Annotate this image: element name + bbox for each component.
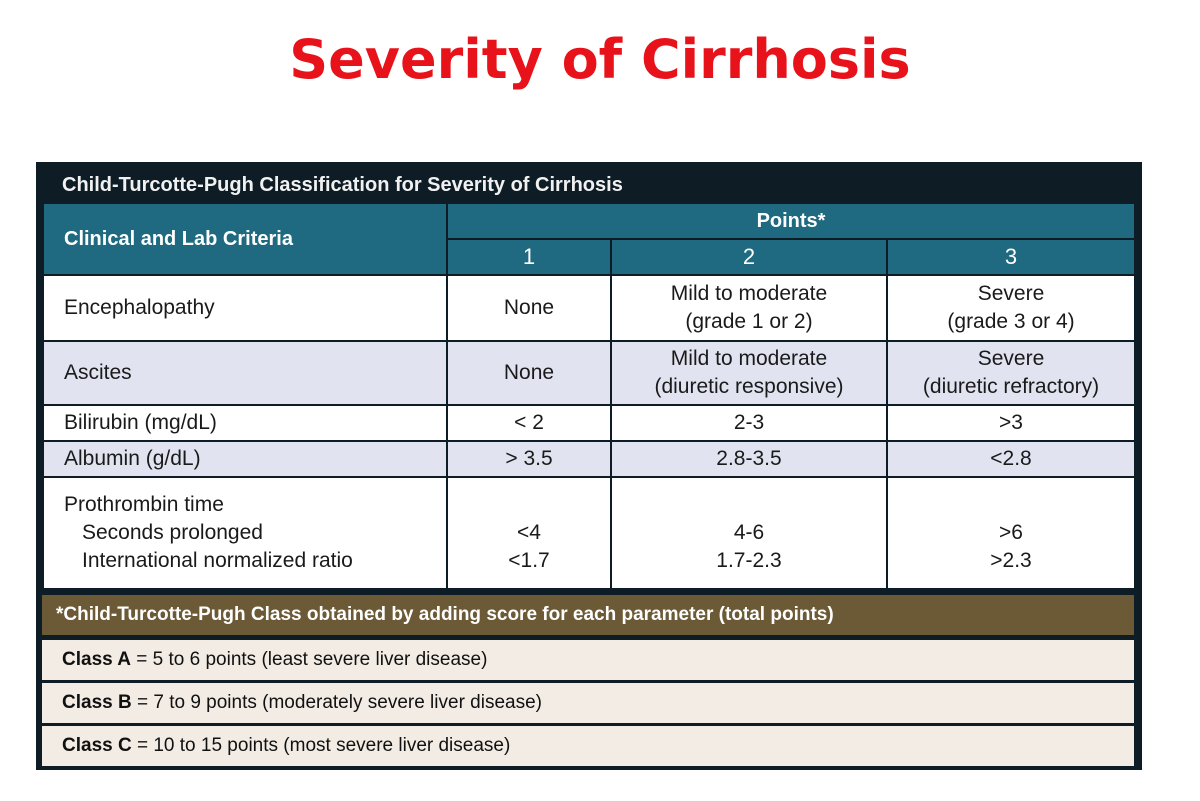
table-row-bilirubin: [43, 405, 1135, 441]
criterion-label: Ascites: [43, 341, 447, 405]
score-cell: 2-3: [611, 405, 887, 441]
header-point-1: 1: [447, 239, 611, 275]
score-cell: <2.8: [887, 441, 1135, 477]
cell-line: 1.7-2.3: [716, 549, 782, 572]
footnote-bar: *Child-Turcotte-Pugh Class obtained by adding score for each parameter (total points): [42, 595, 1134, 635]
table-row-prothrombin: [43, 477, 1135, 589]
score-cell: >3: [887, 405, 1135, 441]
criterion-label: Albumin (g/dL): [43, 441, 447, 477]
header-criteria: Clinical and Lab Criteria: [43, 203, 447, 275]
class-desc: = 5 to 6 points (least severe liver disease): [136, 649, 488, 670]
cell-line: <1.7: [508, 549, 550, 572]
sub-label-seconds: Seconds prolonged: [82, 521, 263, 544]
table-title: Child-Turcotte-Pugh Classification for Severity of Cirrhosis: [62, 174, 623, 196]
class-row-c: [42, 726, 1134, 766]
cell-line: Severe: [977, 347, 1045, 370]
class-name: Class A: [62, 649, 131, 670]
cell-line: (grade 1 or 2): [685, 310, 813, 333]
cell-line: (grade 3 or 4): [947, 310, 1075, 333]
sub-label-inr: International normalized ratio: [82, 549, 353, 572]
ctp-classification-table: [36, 162, 1142, 770]
cell-line: (diuretic responsive): [654, 375, 844, 398]
score-cell: [611, 341, 887, 405]
table-row-albumin: [43, 441, 1135, 477]
cell-line: (diuretic refractory): [922, 375, 1100, 398]
cell-line: None: [503, 361, 555, 384]
score-cell: > 3.5: [447, 441, 611, 477]
score-cell: [447, 275, 611, 341]
criterion-label: [43, 477, 447, 589]
cell-line: Severe: [977, 282, 1045, 305]
cell-line: >2.3: [990, 549, 1032, 572]
header-point-2: 2: [611, 239, 887, 275]
cell-line: None: [503, 296, 555, 319]
score-cell: [887, 477, 1135, 589]
score-cell: [611, 477, 887, 589]
slide-title: Severity of Cirrhosis: [289, 28, 911, 91]
cell-line: Mild to moderate: [670, 347, 828, 370]
score-cell: [611, 275, 887, 341]
criteria-grid: [42, 202, 1136, 590]
class-row-b: [42, 683, 1134, 723]
cell-line: 4-6: [733, 521, 765, 544]
cell-line: >6: [999, 521, 1023, 544]
criterion-label: Encephalopathy: [43, 275, 447, 341]
score-cell: [447, 341, 611, 405]
score-cell: [887, 275, 1135, 341]
score-cell: 2.8-3.5: [611, 441, 887, 477]
table-row-encephalopathy: [43, 275, 1135, 341]
table-row-ascites: [43, 341, 1135, 405]
score-cell: [447, 477, 611, 589]
class-name: Class B: [62, 692, 132, 713]
criterion-label: Bilirubin (mg/dL): [43, 405, 447, 441]
header-point-3: 3: [887, 239, 1135, 275]
cell-line: <4: [517, 521, 541, 544]
header-points: Points*: [447, 203, 1135, 239]
class-name: Class C: [62, 735, 132, 756]
score-cell: [887, 341, 1135, 405]
cell-line: Mild to moderate: [670, 282, 828, 305]
class-row-a: [42, 640, 1134, 680]
prothrombin-label: Prothrombin time: [64, 493, 224, 516]
class-desc: = 10 to 15 points (most severe liver disease): [136, 735, 511, 756]
score-cell: < 2: [447, 405, 611, 441]
class-desc: = 7 to 9 points (moderately severe liver disease): [136, 692, 542, 713]
